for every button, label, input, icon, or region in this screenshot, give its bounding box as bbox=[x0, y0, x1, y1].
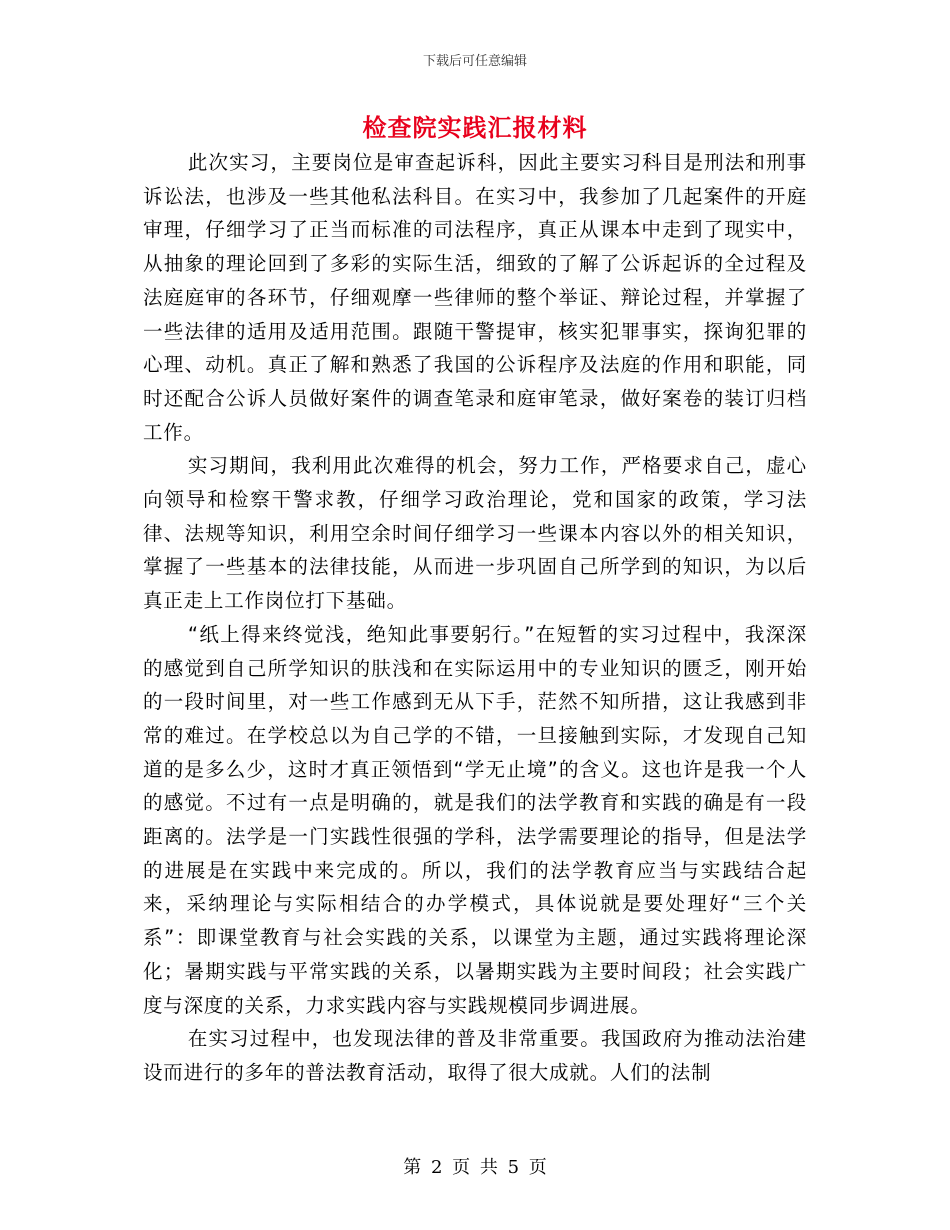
body-paragraph: 实习期间，我利用此次难得的机会，努力工作，严格要求自己，虚心向领导和检察干警求教，仔细学习政治理论，党和国家的政策，学习法律、法规等知识，利用空余时间仔细学习一些课本内容以外的相关知识，掌握了一些基本的法律技能，从而进一步巩固自己所学到的知识，为以后真正走上工作岗位打下基础。 bbox=[143, 454, 807, 613]
body-paragraph: 在实习过程中，也发现法律的普及非常重要。我国政府为推动法治建设而进行的多年的普法教育活动，取得了很大成就。人们的法制 bbox=[143, 1027, 807, 1084]
document-body bbox=[143, 146, 807, 1090]
body-paragraph: “纸上得来终觉浅，绝知此事要躬行。”在短暂的实习过程中，我深深的感觉到自己所学知识的肤浅和在实际运用中的专业知识的匮乏，刚开始的一段时间里，对一些工作感到无从下手，茫然不知所措，这让我感到非常的难过。在学校总以为自己学的不错，一旦接触到实际，才发现自己知道的是多么少，这时才真正领悟到“学无止境”的含义。这也许是我一个人的感觉。不过有一点是明确的，就是我们的法学教育和实践的确是有一段距离的。法学是一门实践性很强的学科，法学需要理论的指导，但是法学的进展是在实践中来完成的。所以，我们的法学教育应当与实践结合起来，采纳理论与实际相结合的办学模式，具体说就是要处理好“三个关系”：即课堂教育与社会实践的关系，以课堂为主题，通过实践将理论深化；暑期实践与平常实践的关系，以暑期实践为主要时间段；社会实践广度与深度的关系，力求实践内容与实践规模同步调进展。 bbox=[143, 622, 807, 1017]
body-paragraph: 此次实习，主要岗位是审查起诉科，因此主要实习科目是刑法和刑事诉讼法，也涉及一些其他私法科目。在实习中，我参加了几起案件的开庭审理，仔细学习了正当而标准的司法程序，真正从课本中走到了现实中，从抽象的理论回到了多彩的实际生活，细致的了解了公诉起诉的全过程及法庭庭审的各环节，仔细观摩一些律师的整个举证、辩论过程，并掌握了一些法律的适用及适用范围。跟随干警提审，核实犯罪事实，探询犯罪的心理、动机。真正了解和熟悉了我国的公诉程序及法庭的作用和职能，同时还配合公诉人员做好案件的调查笔录和庭审笔录，做好案卷的装订归档工作。 bbox=[143, 151, 807, 444]
page-number-footer: 第 2 页 共 5 页 bbox=[403, 1157, 547, 1178]
document-title: 检查院实践汇报材料 bbox=[362, 114, 588, 142]
page-header-note: 下载后可任意编辑 bbox=[422, 54, 527, 69]
